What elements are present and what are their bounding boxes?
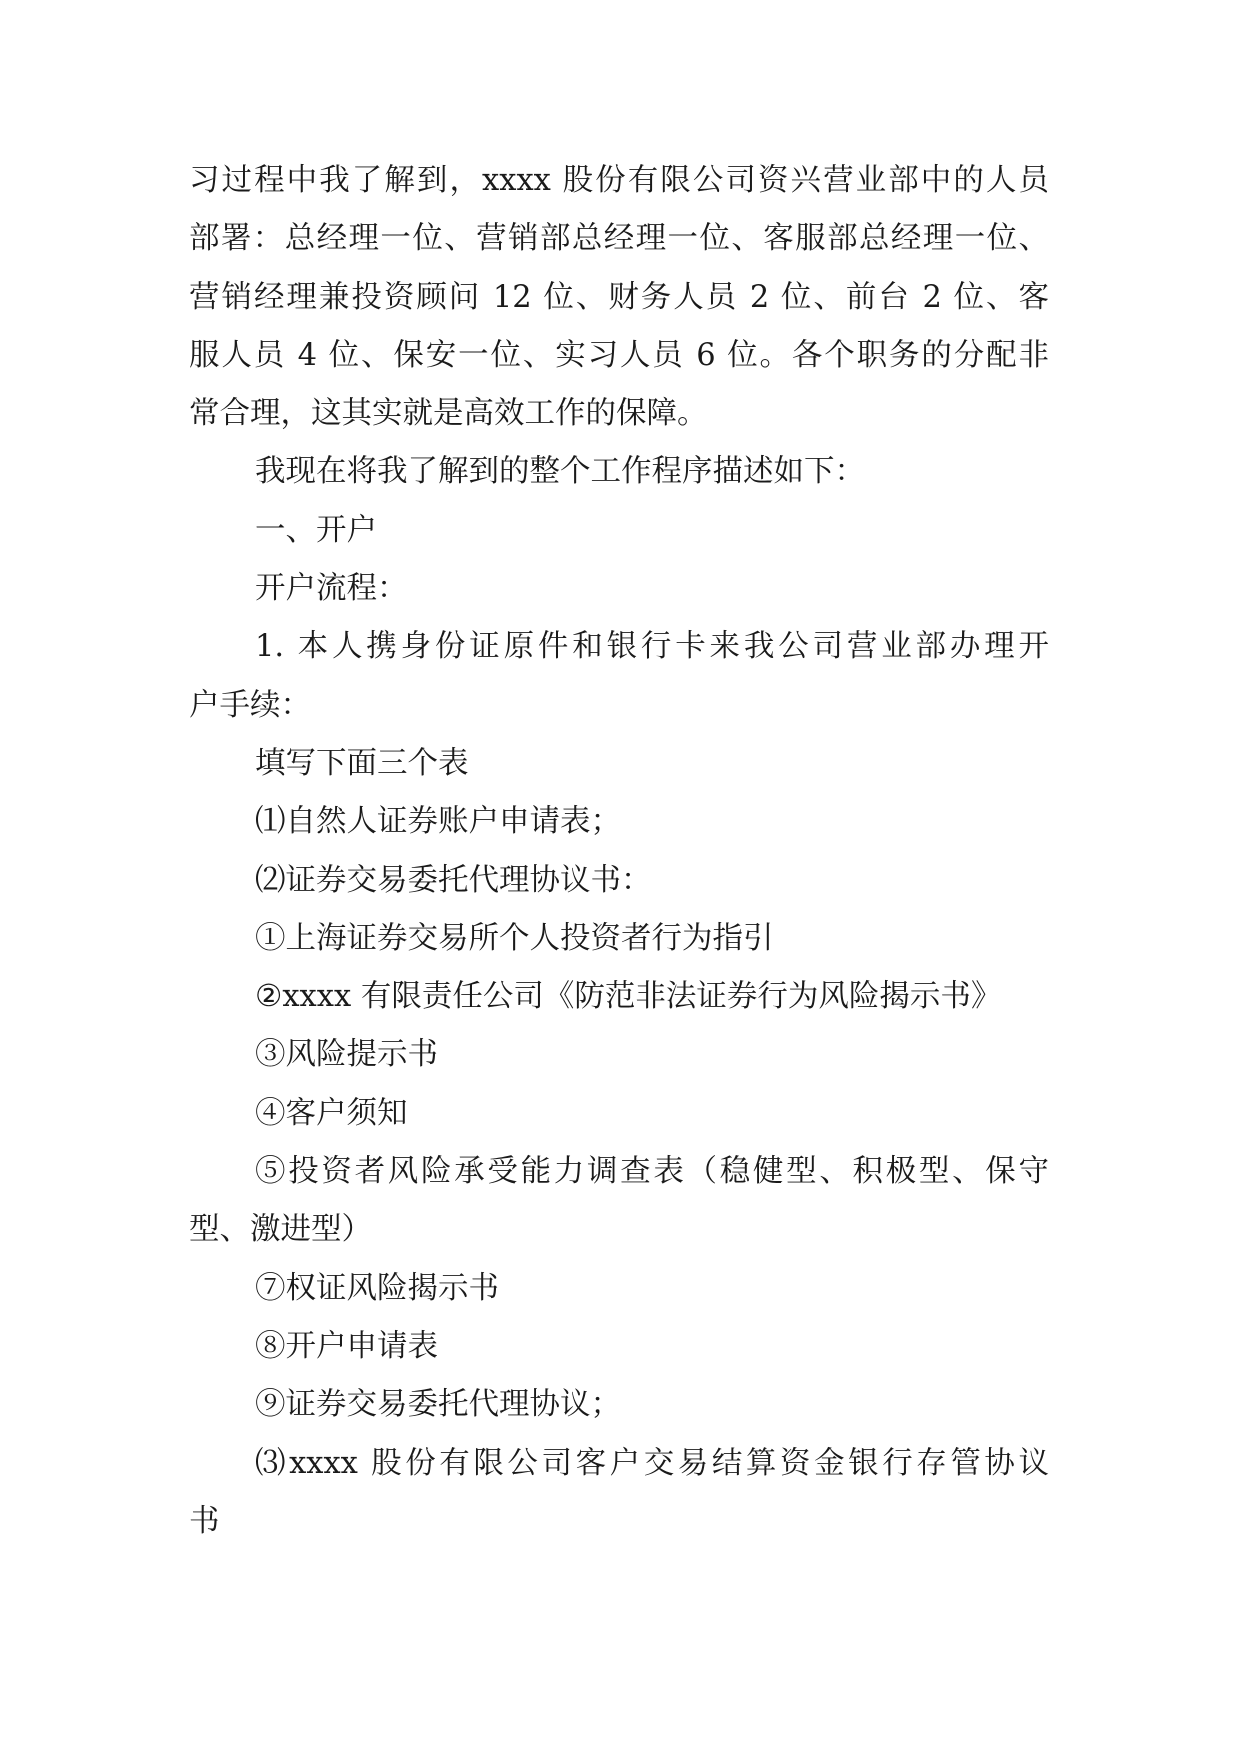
text-line-11: 填写下面三个表 bbox=[255, 745, 469, 781]
section-heading-open-account: 一、开户 bbox=[255, 512, 377, 548]
list-item-2: ⑵证券交易委托代理协议书： bbox=[255, 862, 652, 898]
text-line-4: 服人员 4 位、保安一位、实习人员 6 位。各个职务的分配非 bbox=[189, 337, 1049, 373]
text-line-24: 书 bbox=[189, 1503, 220, 1539]
sub-item-9: ⑨证券交易委托代理协议； bbox=[255, 1387, 621, 1423]
sub-item-4: ④客户须知 bbox=[255, 1095, 408, 1131]
list-item-1: ⑴自然人证券账户申请表； bbox=[255, 804, 621, 840]
sub-item-1: ①上海证券交易所个人投资者行为指引 bbox=[255, 920, 774, 956]
text-line-5: 常合理，这其实就是高效工作的保障。 bbox=[189, 396, 708, 432]
text-line-9: 1. 本人携身份证原件和银行卡来我公司营业部办理开 bbox=[255, 629, 1049, 665]
sub-item-8: ⑧开户申请表 bbox=[255, 1328, 438, 1364]
sub-item-7: ⑦权证风险揭示书 bbox=[255, 1270, 499, 1306]
document-body bbox=[189, 152, 1049, 1551]
text-line-10: 户手续： bbox=[189, 687, 311, 723]
text-line-2: 部署：总经理一位、营销部总经理一位、客服部总经理一位、 bbox=[189, 221, 1049, 257]
text-line-1: 习过程中我了解到，xxxx 股份有限公司资兴营业部中的人员 bbox=[189, 163, 1049, 198]
text-line-19: 型、激进型） bbox=[189, 1212, 372, 1248]
sub-item-2: ②xxxx 有限责任公司《防范非法证券行为风险揭示书》 bbox=[255, 979, 1002, 1015]
text-line-6: 我现在将我了解到的整个工作程序描述如下： bbox=[255, 454, 865, 490]
text-line-3: 营销经理兼投资顾问 12 位、财务人员 2 位、前台 2 位、客 bbox=[189, 279, 1049, 315]
text-line-8: 开户流程： bbox=[255, 571, 408, 607]
list-item-3: ⑶xxxx 股份有限公司客户交易结算资金银行存管协议 bbox=[255, 1445, 1049, 1481]
sub-item-5: ⑤投资者风险承受能力调查表（稳健型、积极型、保守 bbox=[255, 1154, 1049, 1190]
sub-item-3: ③风险提示书 bbox=[255, 1037, 438, 1073]
